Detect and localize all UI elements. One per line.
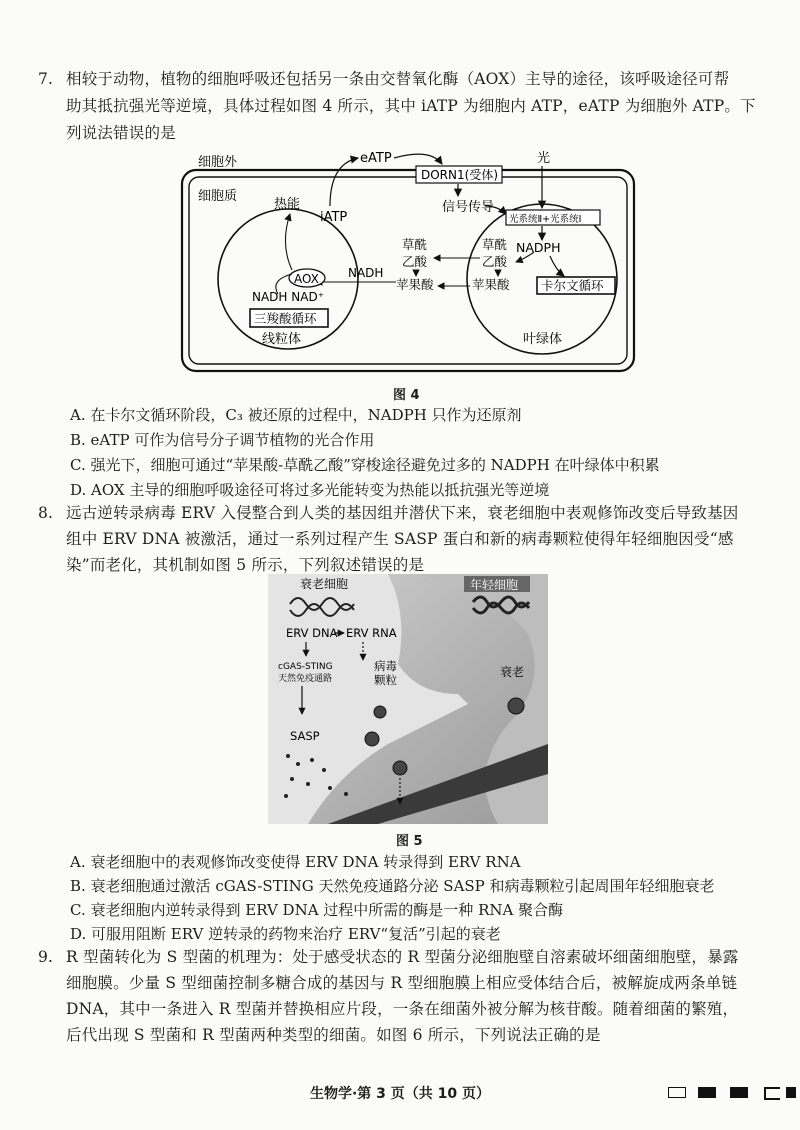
mark-2 (730, 1087, 748, 1098)
question-9-line-2: 细胞膜。少量 S 型细菌控制多糖合成的基因与 R 型细胞膜上相应受体结合后，被解旋成两条单链 (66, 974, 738, 992)
label-mito: 线粒体 (262, 332, 302, 347)
label-aging-cell: 衰老细胞 (300, 577, 349, 591)
q7-option-d: D. AOX 主导的细胞呼吸途径可将过多光能转变为热能以抵抗强光等逆境 (70, 481, 550, 499)
figure-4-diagram (180, 144, 640, 379)
question-8-line-2: 组中 ERV DNA 被激活，通过一系列过程产生 SASP 蛋白和新的病毒颗粒使得年轻细胞因受“感 (66, 530, 734, 548)
label-light: 光 (537, 151, 551, 166)
label-chloro: 叶绿体 (523, 332, 563, 347)
q7-option-c: C. 强光下，细胞可通过“苹果酸-草酰乙酸”穿梭途径避免过多的 NADPH 在叶绿体中积累 (70, 456, 660, 474)
figure-4-caption: 图 4 (393, 388, 420, 403)
label-malate-left: 苹果酸 (396, 277, 434, 292)
question-9-line-1: R 型菌转化为 S 型菌的机理为：处于感受状态的 R 型菌分泌细胞壁自溶素破坏细菌细胞壁，暴露 (66, 948, 739, 966)
label-signal: 信号传导 (442, 200, 495, 215)
page-footer: 生物学·第 3 页（共 10 页） (309, 1086, 491, 1102)
label-oaa-right-2: 乙酸 (482, 254, 508, 269)
label-sasp: SASP (290, 729, 320, 743)
question-8-line-1: 远古逆转录病毒 ERV 入侵整合到人类的基因组并潜伏下来，衰老细胞中表观修饰改变后导致基因 (66, 504, 739, 522)
q8-option-b: B. 衰老细胞通过激活 cGAS-STING 天然免疫通路分泌 SASP 和病毒颗粒引起周围年轻细胞衰老 (70, 877, 715, 895)
q8-option-a: A. 衰老细胞中的表观修饰改变使得 ERV DNA 转录得到 ERV RNA (70, 853, 521, 871)
label-erv-dna: ERV DNA (286, 626, 338, 640)
figure-5-illustration (268, 574, 548, 824)
mark-3 (786, 1087, 796, 1098)
label-nadh-nad: NADH NAD⁺ (252, 290, 325, 304)
label-oaa-right-1: 草酰 (482, 237, 508, 252)
label-oaa-left-2: 乙酸 (402, 254, 428, 269)
mitochondrion (218, 209, 358, 349)
arrow-iatp-eatp (330, 158, 358, 206)
label-cytoplasm: 细胞质 (198, 189, 238, 204)
q8-option-c: C. 衰老细胞内逆转录得到 ERV DNA 过程中所需的酶是一种 RNA 聚合酶 (70, 901, 564, 919)
label-calvin: 卡尔文循环 (541, 278, 604, 293)
label-virus-2: 颗粒 (374, 673, 397, 687)
mark-1 (698, 1087, 716, 1098)
question-7-line-1: 相较于动物，植物的细胞呼吸还包括另一条由交替氧化酶（AOX）主导的途径，该呼吸途径可帮 (66, 70, 730, 88)
label-outside: 细胞外 (198, 155, 238, 170)
label-immune: 天然免疫通路 (278, 674, 333, 684)
label-nadh-mid: NADH (348, 266, 384, 280)
question-7-number: 7. (38, 70, 54, 88)
label-heat: 热能 (274, 197, 301, 212)
label-young-cell: 年轻细胞 (470, 578, 519, 592)
question-9-line-3: DNA，其中一条进入 R 型菌并替换相应片段，一条在细菌外被分解为核苷酸。随着细菌的繁殖， (66, 1000, 739, 1018)
label-virus-1: 病毒 (374, 659, 397, 673)
arrow-nadph-calvin (550, 256, 564, 276)
label-nadph: NADPH (516, 240, 561, 255)
question-8-number: 8. (38, 504, 54, 522)
question-9-number: 9. (38, 948, 54, 966)
question-7-line-3: 列说法错误的是 (66, 124, 176, 142)
question-7-line-2: 助其抵抗强光等逆境，具体过程如图 4 所示，其中 iATP 为细胞内 ATP，eATP 为细胞外 ATP。下 (66, 97, 756, 115)
label-oaa-left-1: 草酰 (402, 237, 428, 252)
label-cgas: cGAS-STING (278, 662, 333, 672)
label-malate-right: 苹果酸 (472, 277, 510, 292)
label-photosystem: 光系统Ⅱ+光系统Ⅰ (509, 214, 582, 225)
cell-membrane-outer (182, 170, 634, 371)
label-tca: 三羧酸循环 (254, 311, 317, 326)
label-eatp: eATP (360, 151, 392, 166)
label-receptor: DORN1(受体) (421, 168, 498, 182)
q7-option-b: B. eATP 可作为信号分子调节植物的光合作用 (70, 431, 375, 449)
arrow-aox-heat (285, 214, 292, 270)
mark-hollow (668, 1087, 686, 1098)
q7-option-a: A. 在卡尔文循环阶段，C₃ 被还原的过程中，NADPH 只作为还原剂 (70, 406, 522, 424)
label-erv-rna: ERV RNA (346, 626, 397, 640)
mark-bracket (764, 1087, 780, 1100)
label-senescence: 衰老 (500, 665, 525, 679)
arrow-eatp-receptor (394, 154, 442, 164)
question-8-line-3: 染”而老化，其机制如图 5 所示，下列叙述错误的是 (66, 556, 425, 574)
label-iatp: iATP (320, 210, 348, 225)
question-9-line-4: 后代出现 S 型菌和 R 型菌两种类型的细菌。如图 6 所示，下列说法正确的是 (66, 1026, 601, 1044)
figure-5-caption: 图 5 (396, 834, 423, 849)
q8-option-d: D. 可服用阻断 ERV 逆转录的药物来治疗 ERV“复活”引起的衰老 (70, 925, 501, 943)
label-aox: AOX (294, 272, 319, 286)
